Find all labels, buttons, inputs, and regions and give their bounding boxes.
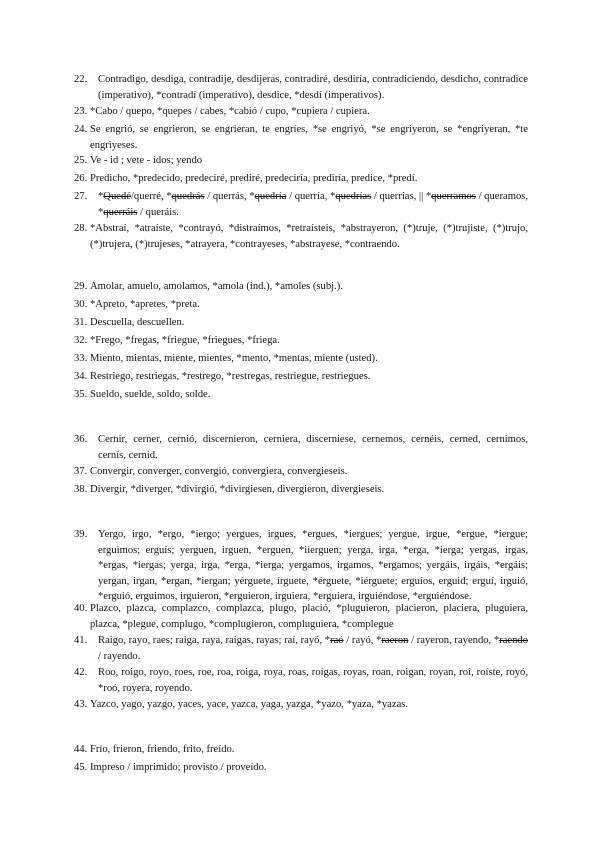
list-item-32 — [74, 333, 528, 349]
item-number: 33. — [74, 353, 88, 364]
struck-form: raó — [330, 635, 344, 646]
item-number: 40. — [74, 603, 88, 614]
struck-form: querráis — [103, 206, 138, 218]
item-number: 22. — [74, 74, 88, 85]
list-item-37 — [74, 464, 528, 480]
item-text: Impreso / imprimido; provisto / proveído. — [90, 762, 267, 773]
list-item-31 — [74, 315, 528, 331]
list-item-41 — [74, 633, 528, 664]
list-item-35 — [74, 387, 528, 403]
item-text: *Apreto, *apretes, *preta. — [90, 299, 200, 310]
item-text: Frío, frieron, friendo, frito, freído. — [90, 744, 235, 755]
list-item-29 — [74, 279, 528, 295]
item-number: 35. — [74, 389, 88, 400]
item-number: 23. — [74, 106, 88, 117]
list-item-24 — [74, 122, 528, 153]
item-number: 24. — [74, 124, 88, 135]
item-text: Predicho, *predecido, predeciré, prediré, predeciría, prediría, predice, *predí. — [90, 173, 418, 184]
list-item-30 — [74, 297, 528, 313]
list-item-25 — [74, 153, 528, 169]
item-number: 31. — [74, 317, 88, 328]
item-number: 34. — [74, 371, 88, 382]
item-text: Sueldo, suelde, soldo, solde. — [90, 389, 211, 400]
struck-form: Quedé — [103, 191, 131, 202]
item-number: 26. — [74, 173, 88, 184]
item-text: Plazco, plazca, complazco, complazca, plugo, plació, *pluguieron, placieron, placiera, pluguiera, plazca, *plegue, complugo, *complugieron, compluguiera, *complegue — [90, 603, 528, 630]
item-text: Se engrió, se engrieron, se engrieran, te engríes, *se engriyó, *se engriyeron, se *engriyeran, *te engriyeses. — [90, 124, 528, 151]
list-item-43 — [74, 697, 528, 713]
struck-form: raeron — [381, 635, 409, 646]
item-number: 30. — [74, 299, 88, 310]
item-text: Contradigo, desdiga, contradije, desdijeras, contradiré, desdiría, contradiciendo, desdicho, contradice (imperativo), *contradí (imperativo), desdice, *desdí (imperativos). — [98, 74, 528, 101]
item-number: 43. — [74, 699, 88, 710]
item-number: 36. — [74, 434, 88, 445]
item-number: 41. — [74, 635, 88, 646]
item-text: Yazco, yago, yazgo, yaces, yace, yazca, yaga, yazga, *yazo, *yaza, *yazas. — [90, 699, 409, 710]
item-text: Restriego, restriegas, *restrego, *restregas, restriegue, restriegues. — [90, 371, 371, 382]
item-number: 39. — [74, 529, 88, 540]
list-item-40 — [74, 601, 528, 632]
item-number: 44. — [74, 744, 88, 755]
item-text: Divergir, *diverger, *divirgió, *divirgiesen, divergieron, divergieseis. — [90, 484, 385, 495]
item-number: 28. — [74, 223, 88, 234]
item-text: *Cabo / quepo, *quepes / cabes, *cabió / cupo, *cupiera / cupiera. — [90, 106, 370, 117]
item-number: 27. — [74, 191, 88, 202]
list-item-34 — [74, 369, 528, 385]
list-item-27 — [74, 189, 528, 220]
struck-form: quedrías — [335, 191, 372, 202]
item-text: Ve - id ; vete - idos; yendo — [90, 155, 203, 166]
list-item-36 — [74, 432, 528, 463]
item-number: 42. — [74, 667, 88, 678]
item-text: Convergir, converger, convergió, convergiera, convergieseis. — [90, 466, 348, 477]
item-text: Miento, mientas, miente, mientes, *mento, *mentas, miente (usted). — [90, 353, 378, 364]
list-item-38 — [74, 482, 528, 498]
struck-form: quedrás — [171, 191, 205, 202]
item-text: *Quedé/querré, *quedrás / querrás, *quedría / querría, *quedrías / querrías, || *querramos / queramos, *querráis / queráis. — [98, 191, 529, 218]
item-number: 38. — [74, 484, 88, 495]
list-item-23 — [74, 104, 528, 120]
list-item-42 — [74, 665, 528, 696]
list-item-22 — [74, 72, 528, 103]
item-text: Descuella, descuellen. — [90, 317, 185, 328]
list-item-39 — [74, 527, 528, 605]
list-item-33 — [74, 351, 528, 367]
item-number: 45. — [74, 762, 88, 773]
list-item-28 — [74, 221, 528, 252]
item-number: 29. — [74, 281, 88, 292]
struck-form: raendo — [499, 635, 528, 646]
item-text: *Frego, *fregas, *friegue, *friegues, *friega. — [90, 335, 280, 346]
struck-form: querramos — [431, 191, 476, 202]
item-text: Raigo, rayo, raes; raiga, raya, raigas, rayas; raí, rayó, *raó / rayó, *raeron / rayeron, rayendo, *raendo / rayendo. — [98, 635, 528, 662]
struck-form: quedría — [254, 191, 287, 202]
item-text: *Abstraí, *atraíste, *contrayó, *distraímos, *retraísteis, *abstrayeron, (*)truje, (*)trujiste, (*)trujo, (*)trujera, (*)trujeses, *atrayera, *contrayeses, *abstrayese, *contraendo. — [90, 223, 528, 250]
list-item-44 — [74, 742, 528, 758]
item-number: 25. — [74, 155, 88, 166]
item-text: Yergo, irgo, *ergo, *iergo; yergues, irgues, *ergues, *iergues; yergue, irgue, *ergue, *iergue; erguimos; erguís; yerguen, irguen, *erguen, *iierguen; yerga, irga, *erga, *ierga; yergas, irgas, *ergas, *iergas; yerga, irga, *erga, *ierga; yergamos, irgamos, *ergamos; yergáis, irgáis, *ergáis; yergan, irgan, *ergan, *iergan; yérguete, írguete, *érguete, *iérguete; erguíos, erguid; erguí, irguió, *erguió, erguimos, irguieron, *erguieron, irguiera, *erguiera, irguiéndose, *erguiéndose. — [98, 529, 528, 602]
item-number: 37. — [74, 466, 88, 477]
list-item-45 — [74, 760, 528, 776]
item-number: 32. — [74, 335, 88, 346]
item-text: Cernir, cerner, cernió, discernieron, cerniera, discerniese, cernemos, cernéis, cerned, cernimos, cernís, cernid. — [98, 434, 528, 461]
list-item-26 — [74, 171, 528, 187]
item-text: Amolar, amuelo, amolamos, *amola (ind.), *amoles (subj.). — [90, 281, 343, 292]
item-text: Roo, roigo, royo, roes, roe, roa, roiga, roya, roas, roigas, royas, roan, roigan, royan, roí, roíste, royó, *roó, royera, royendo. — [98, 667, 528, 694]
